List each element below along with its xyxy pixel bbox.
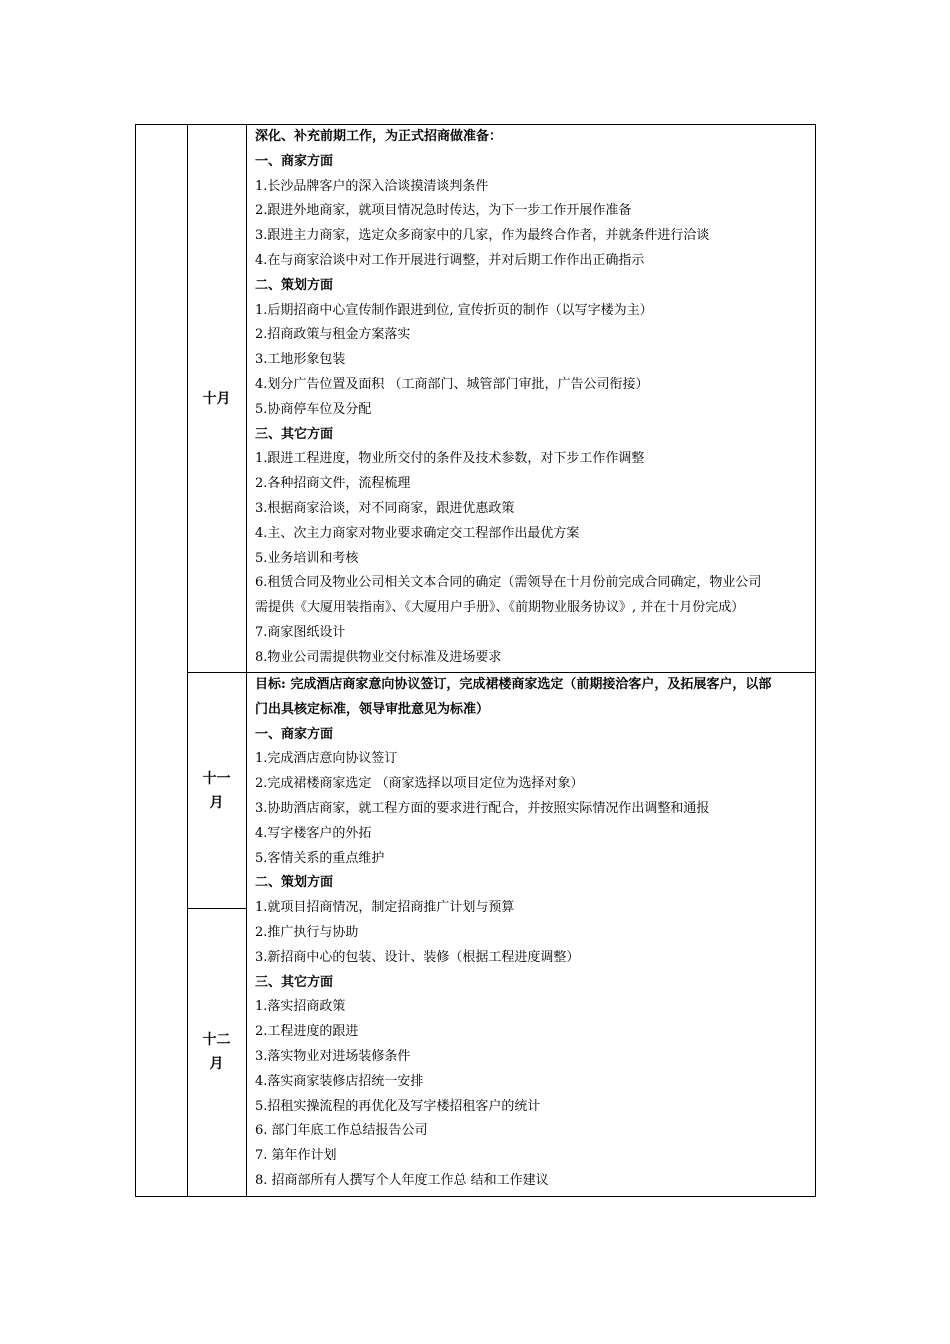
plan-line: 三、其它方面 [255, 974, 334, 990]
plan-line: 4.在与商家洽谈中对工作开展进行调整，并对后期工作作出正确指示 [255, 252, 645, 268]
month-label-november: 十一 月 [202, 771, 231, 811]
plan-line: 1.完成酒店意向协议签订 [255, 751, 398, 767]
plan-line: 7. 第年作计划 [255, 1148, 337, 1164]
plan-line: 3.落实物业对进场装修条件 [255, 1048, 411, 1064]
plan-line: 4.写字楼客户的外拓 [255, 825, 372, 841]
plan-line: 三、其它方面 [255, 426, 334, 442]
plan-line: 5.客情关系的重点维护 [255, 850, 385, 866]
column-divider-month [246, 125, 247, 1196]
plan-line: 5.业务培训和考核 [255, 550, 359, 566]
plan-line: 目标: 完成酒店商家意向协议签订，完成裙楼商家选定（前期接洽客户，及拓展客户，以部 [255, 677, 772, 692]
plan-line: 4.主、次主力商家对物业要求确定交工程部作出最优方案 [255, 525, 580, 541]
row-divider-november [187, 908, 246, 909]
plan-line: 3.工地形象包装 [255, 352, 346, 368]
plan-line: 4.划分广告位置及面积 （工商部门、城管部门审批，广告公司衔接） [255, 376, 649, 392]
plan-line: 2.工程进度的跟进 [255, 1024, 359, 1040]
plan-line: 3.跟进主力商家，选定众多商家中的几家，作为最终合作者，并就条件进行洽谈 [255, 228, 710, 244]
month-label-december: 十二 月 [202, 1032, 231, 1072]
plan-line: 1.跟进工程进度，物业所交付的条件及技术参数，对下步工作作调整 [255, 451, 645, 467]
plan-line: 1.后期招商中心宣传制作跟进到位, 宣传折页的制作（以写字楼为主） [255, 302, 653, 318]
plan-line: 3.新招商中心的包装、设计、装修（根据工程进度调整） [255, 949, 580, 965]
plan-line: 7.商家图纸设计 [255, 624, 346, 640]
plan-line: 2.推广执行与协助 [255, 924, 359, 940]
plan-line: 需提供《大厦用装指南》、《大厦用户手册》、《前期物业服务协议》, 并在十月份完成） [255, 600, 745, 616]
plan-line: 6. 部门年底工作总结报告公司 [255, 1123, 428, 1139]
month-label-october: 十月 [202, 391, 231, 407]
plan-line: 2.完成裙楼商家选定 （商家选择以项目定位为选择对象） [255, 776, 584, 792]
plan-line: 4.落实商家装修店招统一安排 [255, 1073, 424, 1089]
plan-line: 5.招租实操流程的再优化及写字楼招租客户的统计 [255, 1098, 541, 1114]
plan-line: 1.就项目招商情况，制定招商推广计划与预算 [255, 900, 515, 916]
october-plan-content [255, 125, 811, 671]
plan-line: 2.跟进外地商家，就项目情况急时传达，为下一步工作开展作准备 [255, 203, 632, 219]
plan-line: 1.长沙品牌客户的深入洽谈摸清谈判条件 [255, 178, 489, 194]
plan-line: 门出具核定标准，领导审批意见为标准） [255, 701, 490, 717]
plan-line: 1.落实招商政策 [255, 999, 346, 1015]
plan-line: 一、商家方面 [255, 153, 334, 169]
plan-line: 2.招商政策与租金方案落实 [255, 327, 411, 343]
plan-line: 5.协商停车位及分配 [255, 401, 372, 417]
plan-line: 2.各种招商文件，流程梳理 [255, 476, 411, 492]
plan-line: 二、策划方面 [255, 875, 334, 891]
plan-line: 8.物业公司需提供物业交付标准及进场要求 [255, 649, 502, 665]
plan-line: 一、商家方面 [255, 726, 334, 742]
plan-line: 二、策划方面 [255, 277, 334, 293]
plan-line: 3.协助酒店商家，就工程方面的要求进行配合，并按照实际情况作出调整和通报 [255, 800, 710, 816]
nov-dec-plan-content [255, 673, 811, 1194]
plan-line: 深化、补充前期工作，为正式招商做准备： [255, 129, 503, 144]
plan-line: 8. 招商部所有人撰写个人年度工作总 结和工作建议 [255, 1172, 549, 1188]
plan-line: 3.根据商家洽谈，对不同商家，跟进优惠政策 [255, 500, 515, 516]
plan-line: 6.租赁合同及物业公司相关文本合同的确定（需领导在十月份前完成合同确定，物业公司 [255, 575, 762, 591]
